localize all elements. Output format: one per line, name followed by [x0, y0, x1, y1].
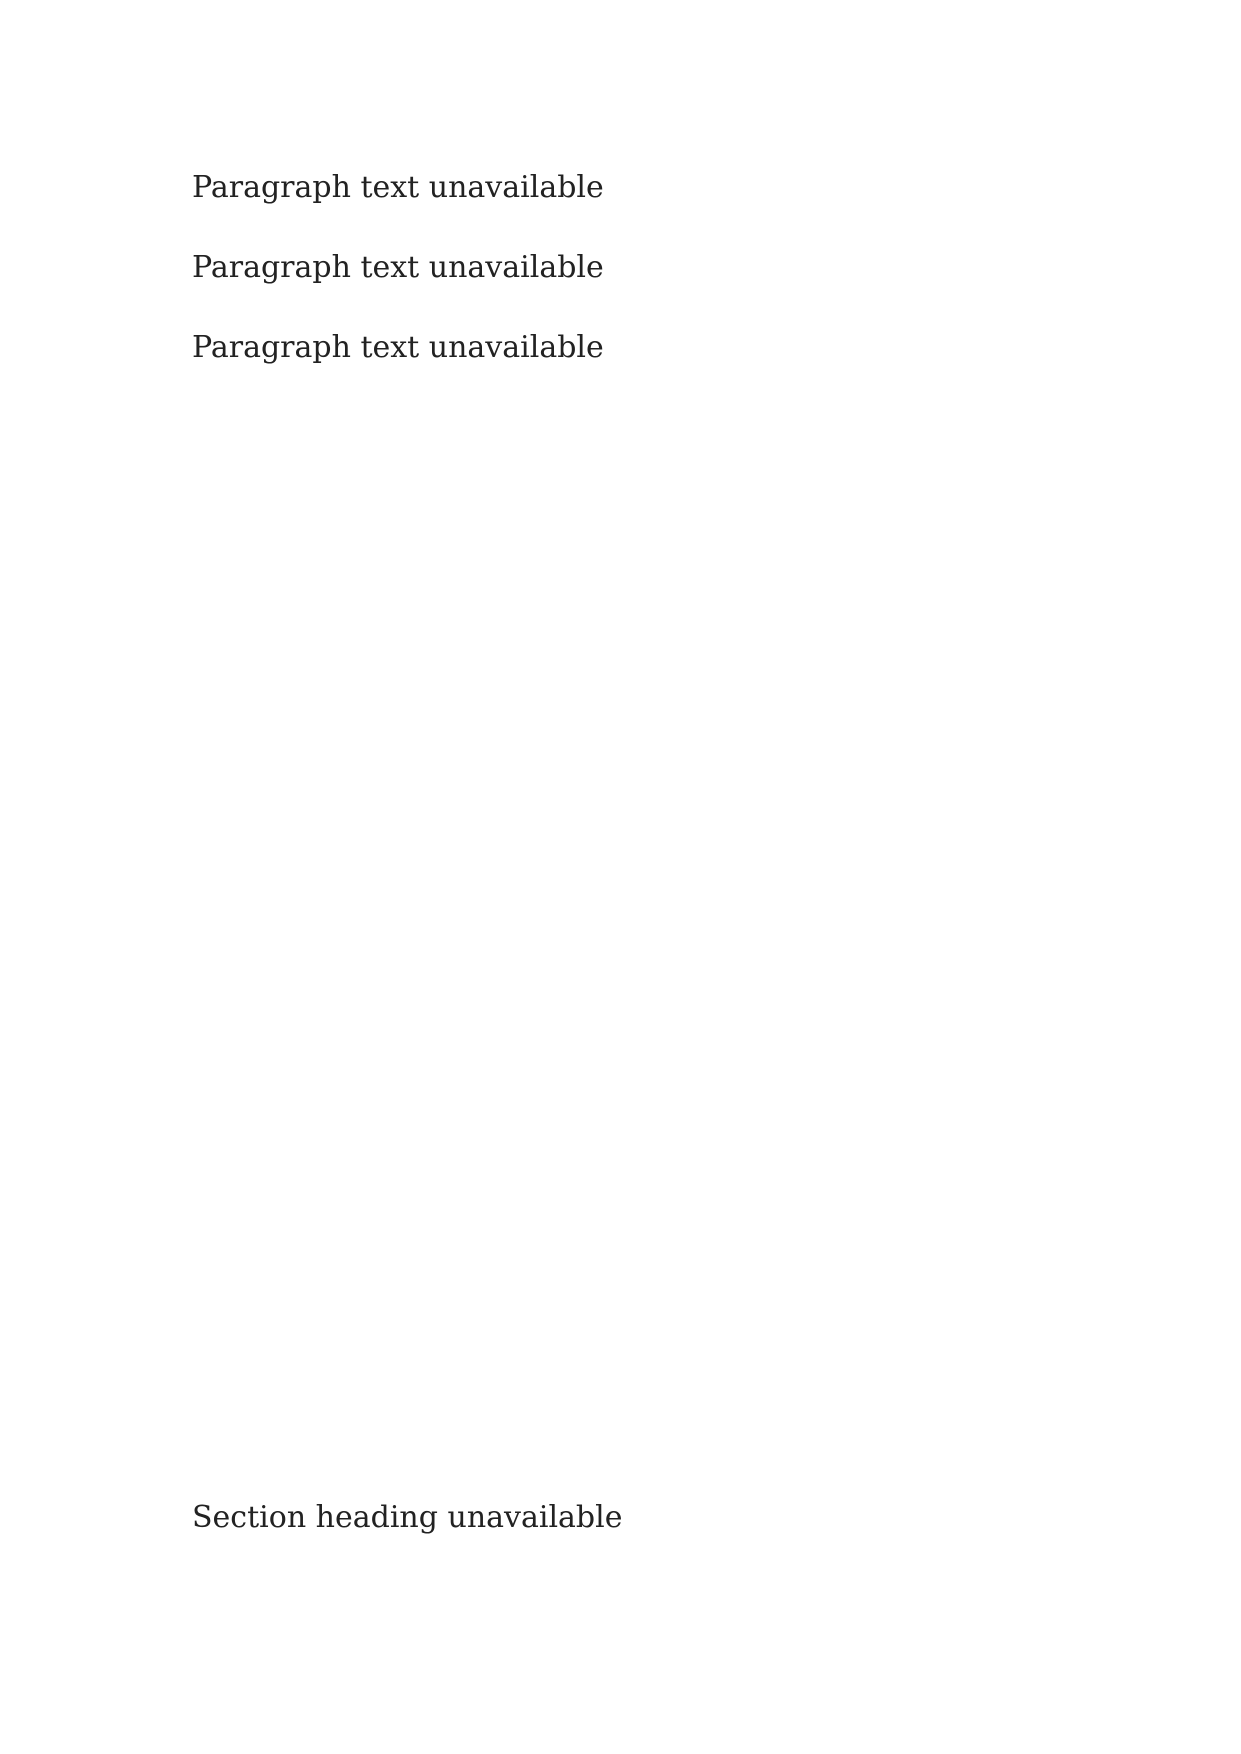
paragraph-2: Paragraph text unavailable: [192, 250, 604, 285]
paragraph-1: Paragraph text unavailable: [192, 170, 604, 205]
section-heading: Section heading unavailable: [192, 1500, 623, 1535]
body-text: [192, 160, 1052, 400]
paragraph-3: Paragraph text unavailable: [192, 330, 604, 365]
